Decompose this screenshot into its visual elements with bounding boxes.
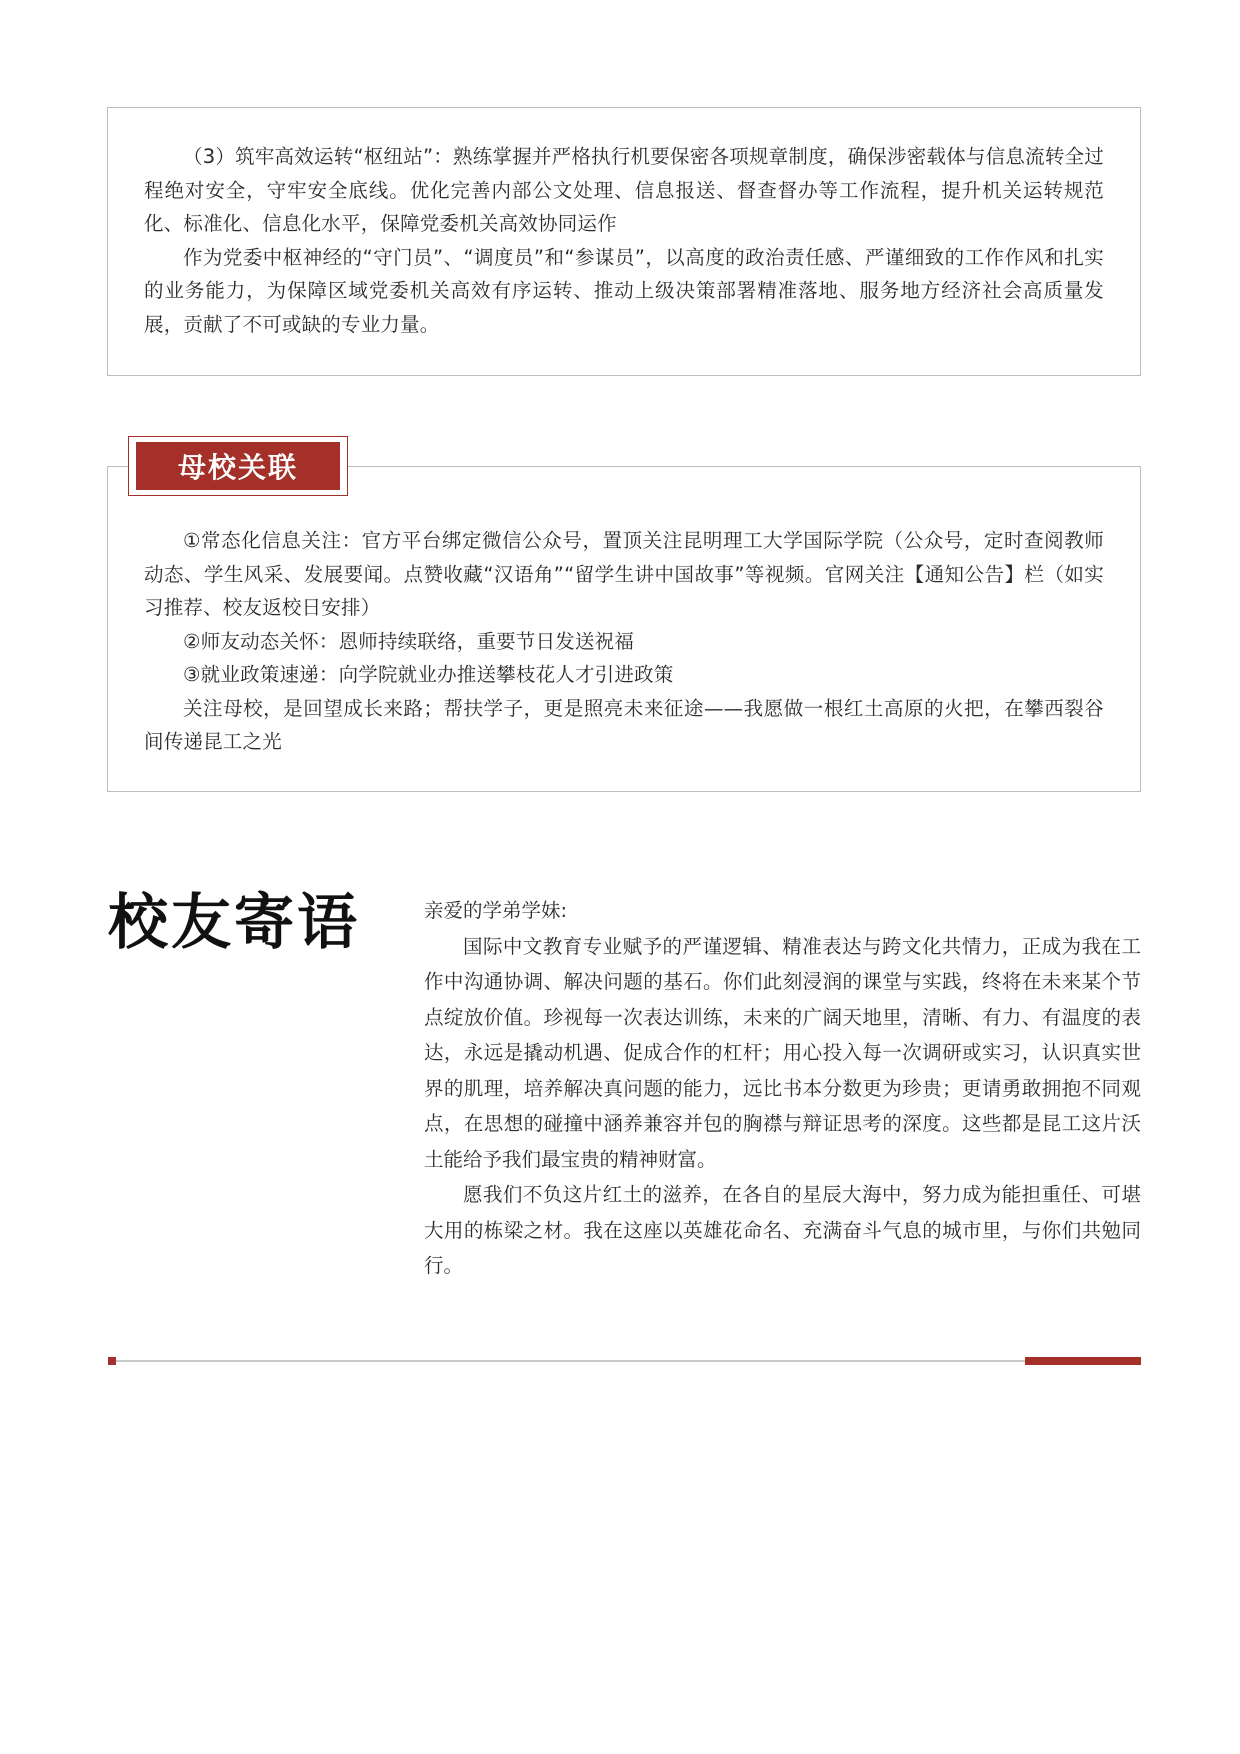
footer-accent-bar <box>1025 1357 1141 1365</box>
footer-divider <box>108 1360 1141 1362</box>
alma-mater-title-tab <box>128 436 348 496</box>
alma-mater-box <box>107 466 1141 792</box>
footer-dot-marker <box>108 1357 116 1365</box>
alma-mater-paragraph-2: ②师友动态关怀：恩师持续联络，重要节日发送祝福 <box>183 629 635 653</box>
alma-mater-paragraph-1: ①常态化信息关注：官方平台绑定微信公众号，置顶关注昆明理工大学国际学院（公众号，定时查阅教师动态、学生风采、发展要闻。点赞收藏“汉语角”“留学生讲中国故事”等视频。官网关注【通知公告】栏（如实习推荐、校友返校日安排） <box>144 529 1104 619</box>
letter-paragraph-1: 国际中文教育专业赋予的严谨逻辑、精准表达与跨文化共情力，正成为我在工作中沟通协调、解决问题的基石。你们此刻浸润的课堂与实践，终将在未来某个节点绽放价值。珍视每一次表达训练，未来的广阔天地里，清晰、有力、有温度的表达，永远是撬动机遇、促成合作的杠杆；用心投入每一次调研或实习，认识真实世界的肌理，培养解决真问题的能力，远比书本分数更为珍贵；更请勇敢拥抱不同观点，在思想的碰撞中涵养兼容并包的胸襟与辩证思考的深度。这些都是昆工这片沃土能给予我们最宝贵的精神财富。 <box>424 934 1141 1171</box>
alma-mater-paragraph-4: 关注母校，是回望成长来路；帮扶学子，更是照亮未来征途——我愿做一根红土高原的火把，在攀西裂谷间传递昆工之光 <box>144 696 1104 753</box>
letter-greeting: 亲爱的学弟学妹: <box>424 899 568 922</box>
hub-paragraph-1: （3）筑牢高效运转“枢纽站”：熟练掌握并严格执行机要保密各项规章制度，确保涉密载体与信息流转全过程绝对安全，守牢安全底线。优化完善内部公文处理、信息报送、督查督办等工作流程，提升机关运转规范化、标准化、信息化水平，保障党委机关高效协同运作 <box>144 145 1104 235</box>
alumni-message-title: 校友寄语 <box>108 888 360 958</box>
alma-mater-title-fill <box>136 442 340 490</box>
alma-mater-paragraph-3: ③就业政策速递：向学院就业办推送攀枝花人才引进政策 <box>183 663 674 686</box>
alma-mater-title: 母校关联 <box>177 451 298 484</box>
hub-section-box <box>107 107 1141 376</box>
letter-paragraph-2: 愿我们不负这片红土的滋养，在各自的星辰大海中，努力成为能担重任、可堪大用的栋梁之材。我在这座以英雄花命名、充满奋斗气息的城市里，与你们共勉同行。 <box>424 1183 1141 1277</box>
hub-paragraph-2: 作为党委中枢神经的“守门员”、“调度员”和“参谋员”，以高度的政治责任感、严谨细致的工作作风和扎实的业务能力，为保障区域党委机关高效有序运转、推动上级决策部署精准落地、服务地方经济社会高质量发展，贡献了不可或缺的专业力量。 <box>144 245 1104 336</box>
alumni-letter <box>424 893 1141 1284</box>
